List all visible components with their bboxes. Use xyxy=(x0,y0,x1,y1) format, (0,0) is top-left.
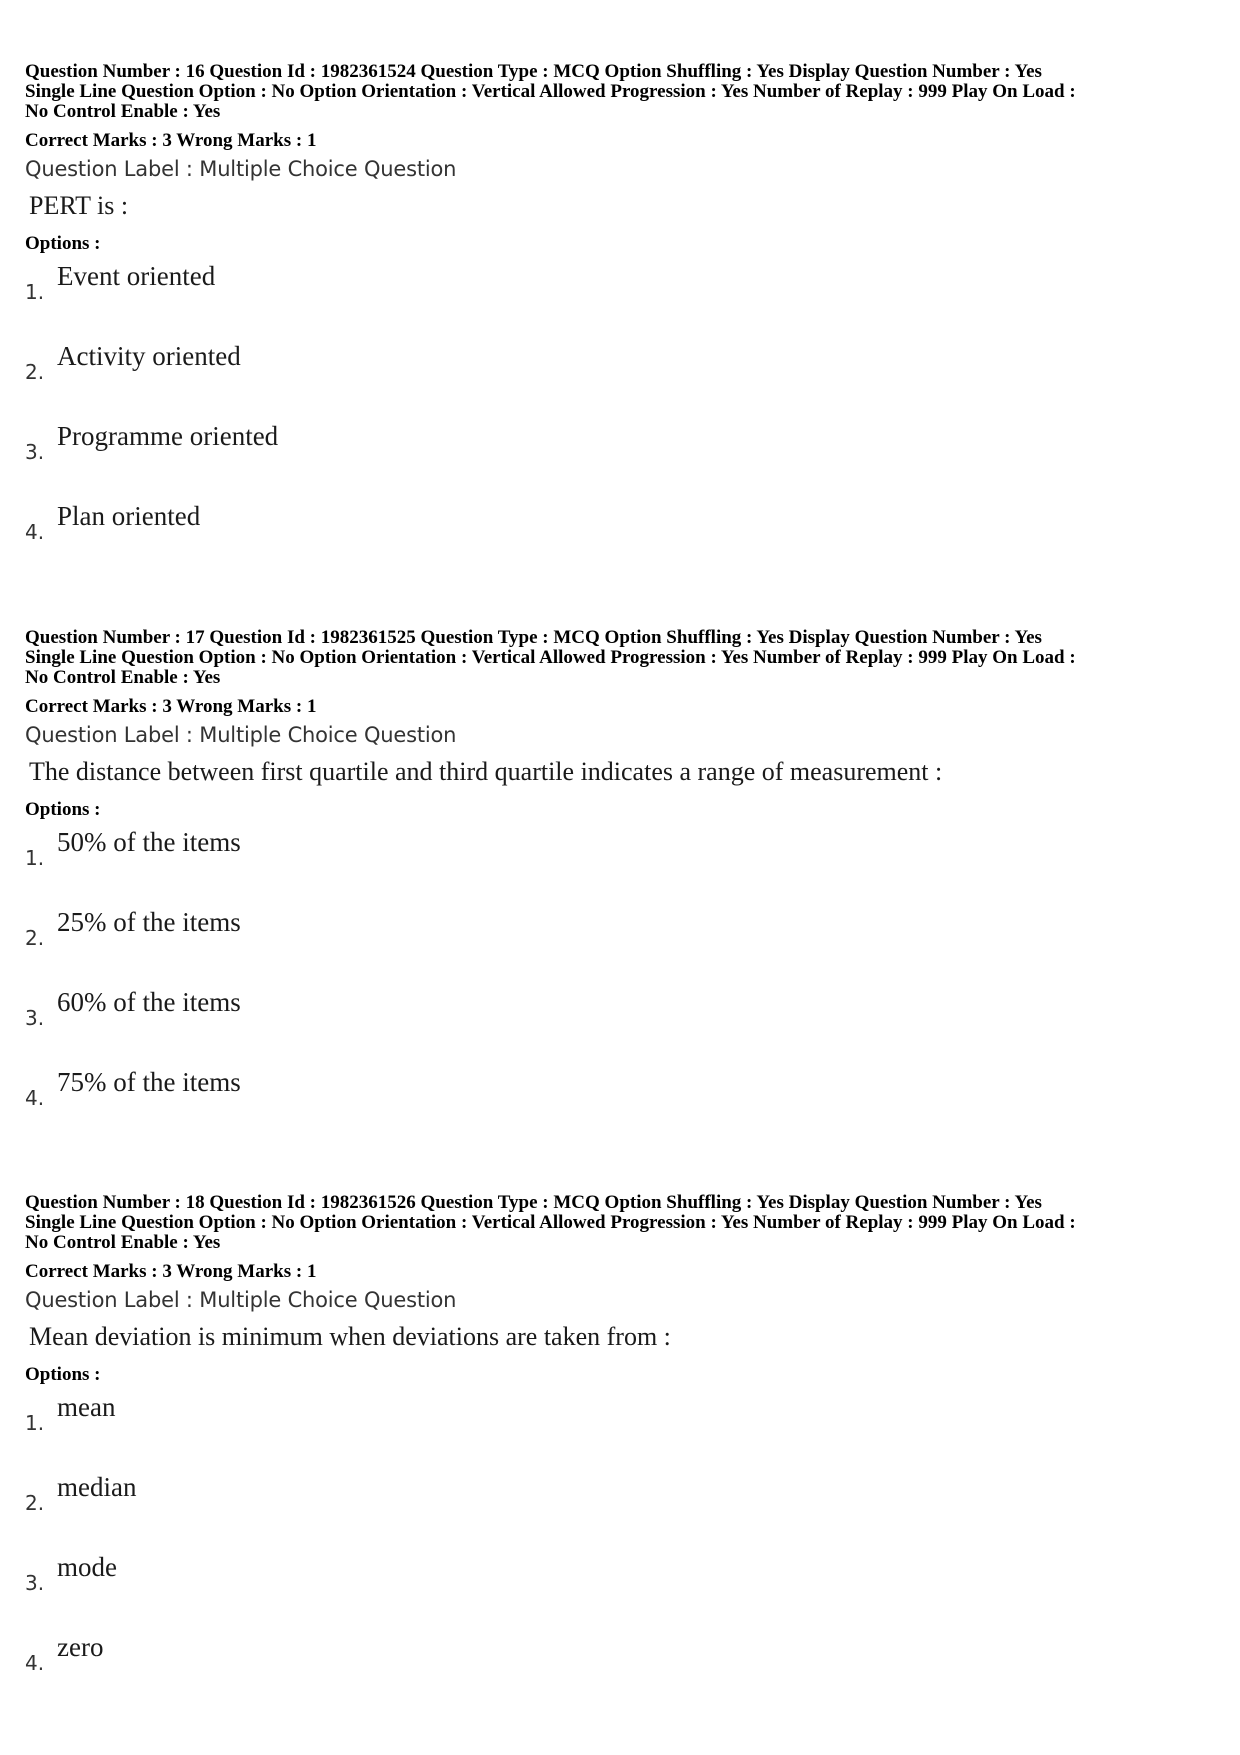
question-block-17 xyxy=(25,628,1220,1146)
option-item[interactable] xyxy=(25,420,1220,500)
question-block-16 xyxy=(25,62,1220,580)
option-number: 4. xyxy=(25,520,45,544)
option-text: Event oriented xyxy=(57,261,216,291)
option-number: 4. xyxy=(25,1651,45,1675)
meta-line: No Control Enable : Yes xyxy=(25,101,221,122)
meta-line: Single Line Question Option : No Option Orientation : Vertical Allowed Progression : Yes Number of Replay : 999 Play On Load : xyxy=(25,647,1076,668)
question-meta xyxy=(25,62,1220,122)
options-label: Options : xyxy=(25,1364,101,1385)
meta-line: Question Number : 16 Question Id : 1982361524 Question Type : MCQ Option Shuffling : Yes Display Question Number : Yes xyxy=(25,61,1042,82)
option-item[interactable] xyxy=(25,1066,1220,1146)
option-text: zero xyxy=(57,1632,104,1662)
option-item[interactable] xyxy=(25,826,1220,906)
option-item[interactable] xyxy=(25,1631,1220,1711)
option-number: 4. xyxy=(25,1086,45,1110)
option-text: 75% of the items xyxy=(57,1067,241,1097)
option-number: 2. xyxy=(25,926,45,950)
question-label: Question Label : Multiple Choice Question xyxy=(25,723,457,747)
meta-line: Question Number : 18 Question Id : 1982361526 Question Type : MCQ Option Shuffling : Yes Display Question Number : Yes xyxy=(25,1192,1042,1213)
option-item[interactable] xyxy=(25,906,1220,986)
question-text: PERT is : xyxy=(29,191,129,220)
marks-line: Correct Marks : 3 Wrong Marks : 1 xyxy=(25,1261,317,1282)
options-label: Options : xyxy=(25,799,101,820)
options-label: Options : xyxy=(25,233,101,254)
option-number: 2. xyxy=(25,1491,45,1515)
option-text: Activity oriented xyxy=(57,341,241,371)
option-number: 3. xyxy=(25,440,45,464)
option-item[interactable] xyxy=(25,500,1220,580)
option-number: 1. xyxy=(25,280,45,304)
question-block-18 xyxy=(25,1193,1220,1711)
option-number: 2. xyxy=(25,360,45,384)
option-number: 3. xyxy=(25,1571,45,1595)
meta-line: No Control Enable : Yes xyxy=(25,667,221,688)
meta-line: Single Line Question Option : No Option Orientation : Vertical Allowed Progression : Yes Number of Replay : 999 Play On Load : xyxy=(25,1212,1076,1233)
question-meta xyxy=(25,1193,1220,1253)
marks-line: Correct Marks : 3 Wrong Marks : 1 xyxy=(25,696,317,717)
meta-line: Question Number : 17 Question Id : 1982361525 Question Type : MCQ Option Shuffling : Yes Display Question Number : Yes xyxy=(25,627,1042,648)
option-text: mean xyxy=(57,1392,116,1422)
option-text: 50% of the items xyxy=(57,827,241,857)
option-item[interactable] xyxy=(25,1391,1220,1471)
question-meta xyxy=(25,628,1220,688)
question-label: Question Label : Multiple Choice Question xyxy=(25,1288,457,1312)
option-number: 3. xyxy=(25,1006,45,1030)
option-number: 1. xyxy=(25,846,45,870)
option-item[interactable] xyxy=(25,986,1220,1066)
option-number: 1. xyxy=(25,1411,45,1435)
marks-line: Correct Marks : 3 Wrong Marks : 1 xyxy=(25,130,317,151)
option-item[interactable] xyxy=(25,1471,1220,1551)
question-text: Mean deviation is minimum when deviations are taken from : xyxy=(29,1322,671,1351)
option-text: Plan oriented xyxy=(57,501,201,531)
option-text: Programme oriented xyxy=(57,421,279,451)
option-text: 25% of the items xyxy=(57,907,241,937)
meta-line: Single Line Question Option : No Option Orientation : Vertical Allowed Progression : Yes Number of Replay : 999 Play On Load : xyxy=(25,81,1076,102)
question-label: Question Label : Multiple Choice Question xyxy=(25,157,457,181)
option-text: mode xyxy=(57,1552,117,1582)
meta-line: No Control Enable : Yes xyxy=(25,1232,221,1253)
option-text: 60% of the items xyxy=(57,987,241,1017)
option-item[interactable] xyxy=(25,1551,1220,1631)
option-text: median xyxy=(57,1472,137,1502)
option-item[interactable] xyxy=(25,260,1220,340)
option-item[interactable] xyxy=(25,340,1220,420)
question-text: The distance between first quartile and third quartile indicates a range of measurement : xyxy=(29,757,943,786)
